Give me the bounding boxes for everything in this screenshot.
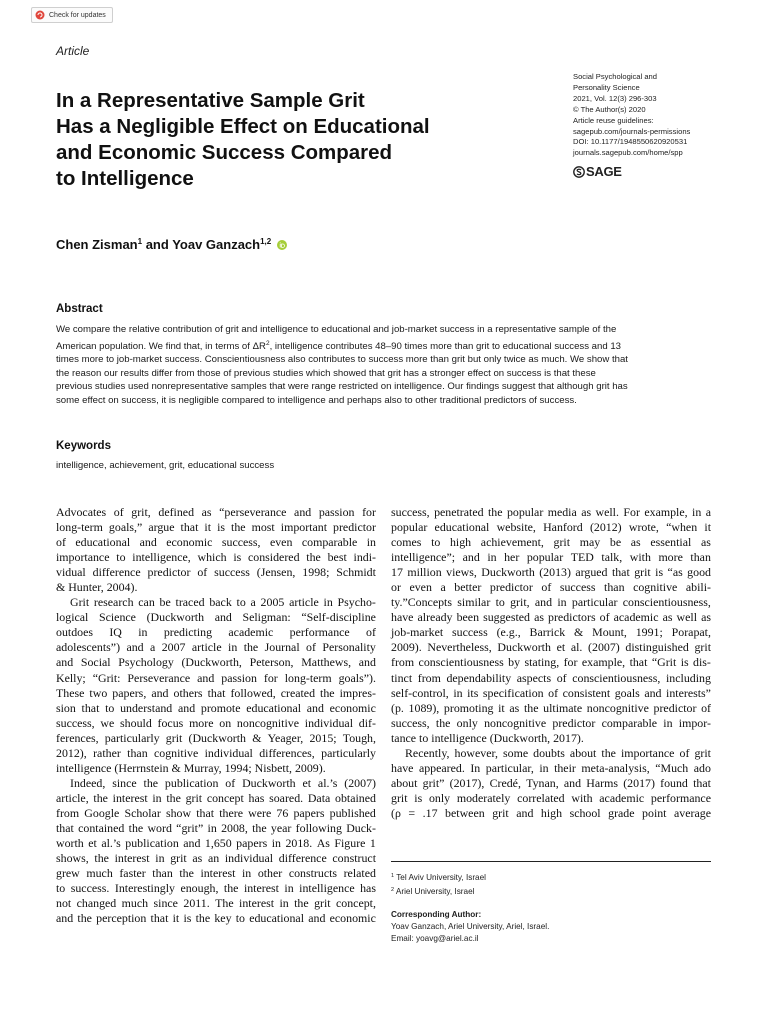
paper-title bbox=[56, 88, 496, 192]
text-line: Grit research can be traced back to a 2005 article in Psycho- bbox=[70, 595, 376, 610]
text-line: to success. Interestingly enough, the interest in intelligence has bbox=[56, 881, 376, 896]
text-line: Indeed, since the publication of Duckworth et al.’s (2007) bbox=[70, 775, 376, 790]
text-line: 2012), rather than cognitive individual differences, particularly bbox=[56, 745, 376, 760]
text-line: success, penetrated the popular media as well. For example, in a bbox=[391, 505, 711, 519]
check-for-updates-label: Check for updates bbox=[49, 11, 106, 19]
reuse-guidelines-label: Article reuse guidelines: bbox=[573, 115, 654, 125]
publisher-name: SAGE bbox=[586, 164, 622, 179]
title-line: to Intelligence bbox=[56, 167, 194, 190]
text-line: tance to intelligence (Duckworth, 2017). bbox=[391, 730, 584, 745]
text-line: vidual difference predictor of success (Jensen, 1998; Schmidt bbox=[56, 565, 376, 580]
body-column-left bbox=[56, 505, 376, 926]
corresponding-author-heading: Corresponding Author: bbox=[391, 910, 482, 919]
keywords-list: intelligence, achievement, grit, educational success bbox=[56, 460, 275, 471]
text-line: not changed much since 2011. The interest in the grit concept, bbox=[56, 896, 376, 911]
text-line: from Google Scholar show that there were 76 papers published bbox=[56, 805, 376, 820]
abstract-superscript: 2 bbox=[265, 339, 270, 347]
footnote bbox=[391, 870, 711, 884]
author-list bbox=[56, 237, 287, 252]
affiliation-marker: 1 bbox=[137, 237, 143, 246]
text-line: ferences, particularly grit (Duckworth & Yeager, 2015; Tough, bbox=[56, 730, 376, 745]
journal-name-line2: Personality Science bbox=[573, 82, 640, 92]
abstract-fragment: , intelligence contributes 48–90 times more than grit to educational success and 13 bbox=[269, 340, 622, 352]
text-line: tinct from dependability aspects of conscientiousness, including bbox=[391, 670, 711, 685]
update-icon bbox=[35, 10, 45, 20]
doi-link[interactable]: DOI: 10.1177/1948550620920531 bbox=[573, 137, 688, 147]
sage-logo-icon bbox=[573, 166, 585, 178]
text-line: comes to high achievement, grit may be as essential as bbox=[391, 535, 711, 550]
text-line: logical Science (Duckworth and Seligman: “Self-discipline bbox=[56, 610, 376, 625]
text-line: and the perception that it is the key to educational and economic bbox=[56, 911, 376, 926]
abstract-text bbox=[56, 323, 716, 407]
text-line: Kelly; “Grit: Perseverance and passion for long-term goals”). bbox=[56, 670, 376, 685]
text-line: (ρ = .17 between grit and high school grade point average bbox=[391, 805, 711, 820]
text-line: have already been suggested as predictors of academic as well as bbox=[391, 610, 711, 625]
affiliation: Ariel University, Israel bbox=[395, 887, 475, 896]
text-line: intelligence (Herrnstein & Murray, 1994; Nisbett, 2009). bbox=[56, 760, 326, 775]
text-line: & Hunter, 2004). bbox=[56, 580, 138, 595]
abstract-line: previous studies used nonrepresentative samples that were range restricted on intelligence. Our findings suggest that although grit has bbox=[56, 381, 628, 393]
footnote-marker: 2 bbox=[391, 887, 395, 893]
corresponding-author bbox=[391, 909, 711, 944]
text-line: success, we should focus more on noncognitive individual dif- bbox=[56, 715, 376, 730]
title-line: Has a Negligible Effect on Educational bbox=[56, 115, 430, 138]
article-type: Article bbox=[56, 44, 90, 58]
title-line: In a Representative Sample Grit bbox=[56, 89, 365, 112]
author-conjunction: and bbox=[142, 237, 173, 252]
text-line: shows, the interest in grit as an individual difference construct bbox=[56, 851, 376, 866]
text-line: sion that to understand and promote educational and economic bbox=[56, 700, 376, 715]
abstract-line: times more to job-market success. Conscientiousness also contributes to success more than grit but only twice as much. We show that bbox=[56, 354, 628, 366]
text-line: adolescents”) and a 2007 article in the Journal of Personality bbox=[56, 640, 376, 655]
abstract-line bbox=[56, 337, 716, 354]
text-line: ty.”Concepts similar to grit, and in particular conscientiousness, bbox=[391, 595, 711, 610]
text-line: 17 million views, Duckworth (2013) argued that grit is “as good bbox=[391, 565, 711, 580]
author-name: Yoav Ganzach bbox=[172, 237, 261, 252]
journal-name-line1: Social Psychological and bbox=[573, 72, 658, 81]
text-line: popular educational website, Hanford (2012) wrote, “when it bbox=[391, 520, 711, 535]
permissions-link[interactable]: sagepub.com/journals-permissions bbox=[573, 126, 691, 136]
text-line: job-market success (e.g., Barrick & Mount, 1991; Porapat, bbox=[391, 625, 711, 640]
text-line: 2009). Nevertheless, Duckworth et al. (2007) distinguished grit bbox=[391, 640, 711, 655]
text-line: or even a better predictor of success than cognitive abili- bbox=[391, 580, 711, 595]
text-line: of educational and economic success, even comparable in bbox=[56, 535, 376, 550]
text-line: have appeared. In particular, in their meta-analysis, “Much ado bbox=[391, 760, 711, 775]
abstract-line: the reason our results differ from those of previous studies which showed that grit has a stronger effect on success is that these bbox=[56, 367, 596, 379]
title-line: and Economic Success Compared bbox=[56, 141, 393, 164]
corresponding-author-name: Yoav Ganzach, Ariel University, Ariel, Israel. bbox=[391, 921, 550, 931]
affiliation-footnotes bbox=[391, 870, 711, 898]
affiliation-marker: 1,2 bbox=[260, 237, 272, 246]
keywords-heading: Keywords bbox=[56, 440, 111, 452]
footnote-divider bbox=[391, 861, 711, 862]
copyright: © The Author(s) 2020 bbox=[573, 104, 646, 114]
orcid-icon[interactable] bbox=[277, 240, 287, 250]
check-for-updates-button[interactable] bbox=[31, 7, 113, 23]
affiliation: Tel Aviv University, Israel bbox=[396, 873, 486, 882]
text-line: that contained the word “grit” in 2008, the year following Duck- bbox=[56, 820, 376, 835]
sage-logo bbox=[573, 164, 622, 179]
text-line: outdoes IQ in predicting academic performance of bbox=[56, 625, 376, 640]
text-line: long-term goals,” argue that it is the most important predictor bbox=[56, 520, 376, 535]
abstract-fragment: American population. We find that, in terms of ΔR bbox=[56, 340, 266, 352]
text-line: about grit” (2017), Credé, Tynan, and Harms (2017) found that bbox=[391, 775, 711, 790]
corresponding-author-email[interactable]: Email: yoavg@ariel.ac.il bbox=[391, 933, 479, 943]
text-line: These two papers, and others that followed, created the impres- bbox=[56, 685, 376, 700]
footnote-marker: 1 bbox=[391, 873, 395, 879]
text-line: and Social Psychology (Duckworth, Peterson, Matthews, and bbox=[56, 655, 376, 670]
text-line: from conscientiousness by stating, for example, that “Grit is dis- bbox=[391, 655, 711, 670]
text-line: (p. 1089), promoting it as the ultimate noncognitive predictor of bbox=[391, 700, 711, 715]
abstract-heading: Abstract bbox=[56, 303, 103, 315]
author-name: Chen Zisman bbox=[56, 237, 138, 252]
journal-volume: 2021, Vol. 12(3) 296-303 bbox=[573, 93, 657, 103]
footnote bbox=[391, 884, 711, 898]
text-line: Recently, however, some doubts about the importance of grit bbox=[405, 745, 711, 760]
journal-home-link[interactable]: journals.sagepub.com/home/spp bbox=[573, 148, 683, 158]
text-line: self-control, in its specification of consistent goals and interests” bbox=[391, 685, 711, 700]
journal-metadata bbox=[573, 72, 733, 159]
text-line: success, the only noncognitive predictor comparable in impor- bbox=[391, 715, 711, 730]
text-line: intelligence”; and in her popular TED talk, with more than bbox=[391, 550, 711, 565]
abstract-line: We compare the relative contribution of grit and intelligence to educational and job-market success in a representative sample of the bbox=[56, 324, 617, 335]
abstract-line: some effect on success, it is negligible compared to intelligence and perhaps also to other traditional predictors of success. bbox=[56, 394, 577, 406]
text-line: article, the interest in the grit concept has soared. Data obtained bbox=[56, 790, 376, 805]
text-line: worth et al.’s publication and 1,650 papers in 2018. As Figure 1 bbox=[56, 836, 376, 851]
text-line: Advocates of grit, defined as “perseverance and passion for bbox=[56, 505, 376, 519]
text-line: grit is only moderately correlated with academic performance bbox=[391, 790, 711, 805]
text-line: importance to intelligence, which is considered the best indi- bbox=[56, 550, 376, 565]
body-column-right bbox=[391, 505, 711, 821]
text-line: grew much faster than the interest in other constructs related bbox=[56, 866, 376, 881]
